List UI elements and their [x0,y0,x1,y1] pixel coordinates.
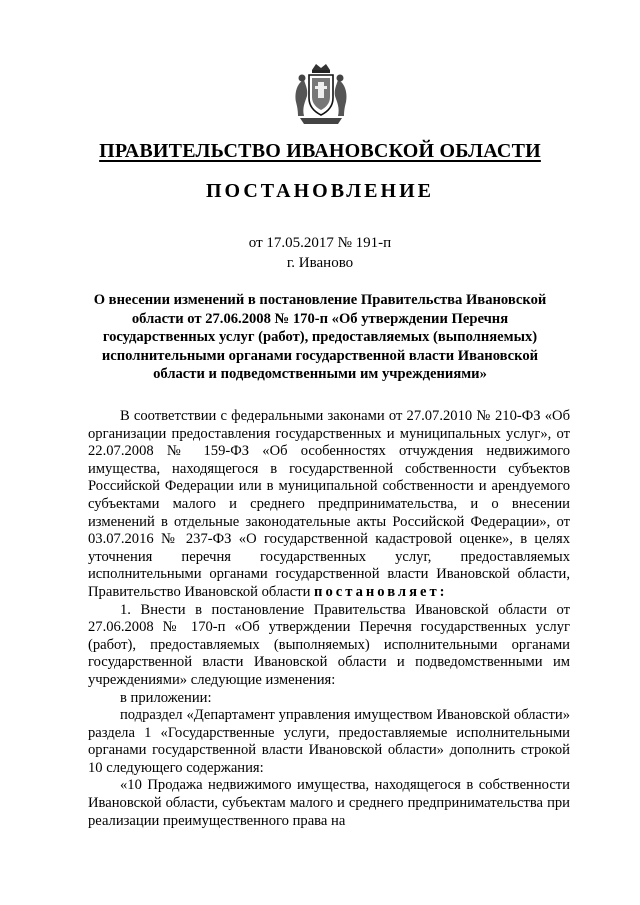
row-10-paragraph: «10 Продажа недвижимого имущества, находящегося в собственности Ивановской области, субъектам малого и среднего предпринимательства при реализации преимущественного права на [88,777,570,829]
decree-word: постановляет: [314,583,448,600]
in-appendix-paragraph: в приложении: [120,689,212,706]
document-city: г. Иваново [286,255,354,271]
document-body [88,408,570,830]
document-type: ПОСТАНОВЛЕНИЕ [206,180,434,202]
coat-of-arms-icon [292,62,350,126]
preamble-text: В соответствии с федеральными законами от 27.07.2010 № 210-ФЗ «Об организации предоставления государственных и муниципальных услуг», от 22.07.2008 № 159-ФЗ «Об особенностях отчуждения недвижимого имущества, находящегося в государственной собственности субъектов Российской Федерации или в муниципальной собственности и арендуемого субъектами малого и среднего предпринимательства, и о внесении изменений в отдельные законодательные акты Российской Федерации», от 03.07.2016 № 237-ФЗ «О государственной кадастровой оценке», в целях уточнения перечня государственных услуг, предоставляемых исполнительными органами государственной власти Ивановской области, Правительство Ивановской области [88,408,570,600]
subsection-paragraph: подраздел «Департамент управления имуществом Ивановской области» раздела 1 «Государственные услуги, предоставляемые исполнительными органами государственной власти Ивановской области» дополнить строкой 10 следующего содержания: [88,707,570,776]
item-1-paragraph: 1. Внести в постановление Правительства Ивановской области от 27.06.2008 № 170-п «Об утверждении Перечня государственных услуг (работ), предоставляемых (выполняемых) исполнительными органами государственной власти Ивановской области и подведомственными им учреждениями» следующие изменения: [88,601,570,688]
organization-title: ПРАВИТЕЛЬСТВО ИВАНОВСКОЙ ОБЛАСТИ [99,140,541,162]
preamble-paragraph [88,408,570,602]
document-subject: О внесении изменений в постановление Правительства Ивановской области от 27.06.2008 № 170-п «Об утверждении Перечня государственных услуг (работ), предоставляемых (выполняемых) исполнительными органами государственной власти Ивановской области и подведомственными им учреждениями» [93,292,547,382]
document-date-number: от 17.05.2017 № 191-п [248,235,392,251]
